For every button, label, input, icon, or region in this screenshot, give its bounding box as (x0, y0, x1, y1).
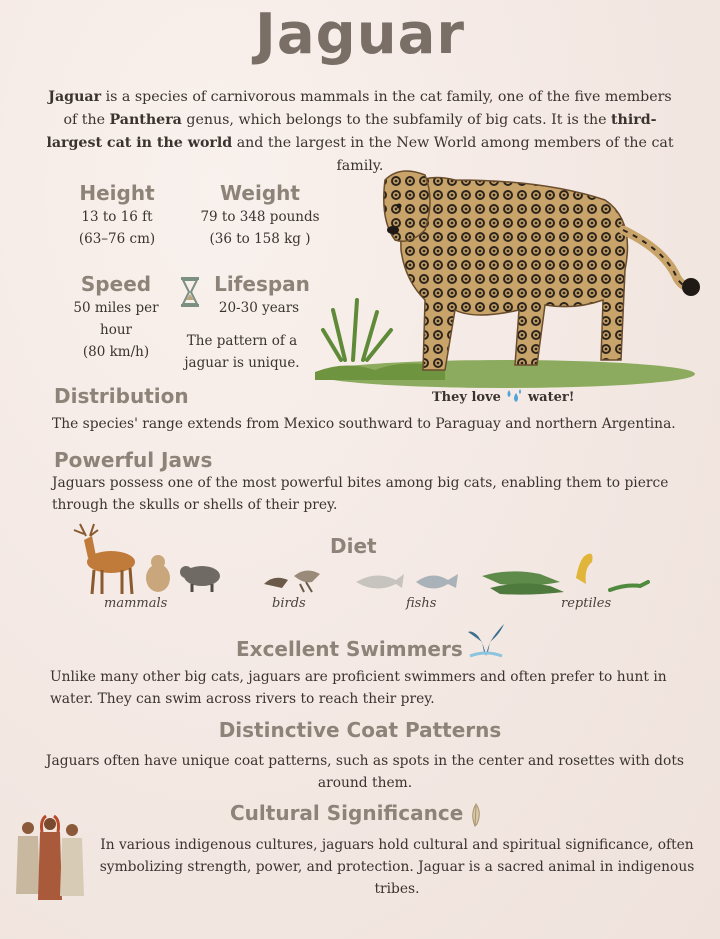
cultural-text-3: tribes. (374, 881, 420, 897)
diet-heading: Diet (330, 534, 377, 558)
pattern-note-1: The pattern of a (186, 333, 298, 349)
height-label: Height (79, 181, 155, 205)
intro-text-2: genus, which belongs to the subfamily of big cats. It is the (181, 112, 611, 128)
jaws-text (52, 472, 692, 516)
water-drops-icon (505, 389, 523, 403)
diet-label-birds: birds (272, 596, 306, 611)
speed-value-2: hour (100, 322, 132, 338)
swimmers-heading: Excellent Swimmers (236, 637, 463, 661)
reptiles-illustration (480, 548, 652, 598)
speed-stat (56, 271, 176, 363)
intro-text-3: and the largest in the New World among members of the cat family. (232, 135, 674, 174)
jaws-heading: Powerful Jaws (54, 448, 213, 472)
diet-label-fishs: fishs (406, 596, 437, 611)
height-stat (62, 180, 172, 250)
intro-bold-jaguar: Jaguar (48, 89, 102, 105)
weight-label: Weight (220, 181, 300, 205)
intro-bold-panthera: Panthera (109, 112, 182, 128)
intro-bold-third-largest: third-largest cat in the world (46, 112, 657, 151)
cultural-text-1: In various indigenous cultures, jaguars hold cultural and spiritual significance, often (100, 837, 694, 853)
diet-label-mammals: mammals (104, 596, 168, 611)
lifespan-label: Lifespan (214, 272, 310, 296)
swimmers-text-2: water. They can swim across rivers to reach their prey. (50, 691, 435, 707)
birds-illustration (260, 562, 324, 596)
jaguar-illustration (305, 160, 705, 392)
coat-text-1: Jaguars often have unique coat patterns, such as spots in the center and rosettes with dots (46, 753, 684, 769)
coat-text (20, 750, 710, 794)
diet-label-reptiles: reptiles (561, 596, 612, 611)
fishes-illustration (352, 568, 462, 594)
speed-value-1: 50 miles per (73, 300, 159, 316)
caption-text-2: water! (527, 390, 575, 405)
page-title: Jaguar (255, 2, 465, 67)
jaws-text-2: through the skulls or shells of their prey. (52, 497, 338, 513)
coat-text-2: around them. (317, 775, 413, 791)
hourglass-icon (180, 276, 200, 308)
pattern-note (176, 330, 308, 374)
feather-icon (468, 802, 484, 828)
distribution-text: The species' range extends from Mexico southward to Paraguay and northern Argentina. (52, 416, 676, 432)
cultural-heading: Cultural Significance (230, 801, 464, 825)
mammals-illustration (66, 520, 226, 598)
intro-text-1: is a species of carnivorous mammals in the cat family, one of the five members of the (63, 89, 672, 128)
jaws-text-1: Jaguars possess one of the most powerful bites among big cats, enabling them to pierce (52, 475, 669, 491)
indigenous-people-illustration (12, 814, 86, 904)
weight-value-2: (36 to 158 kg ) (209, 231, 311, 247)
cultural-text (92, 834, 702, 900)
whale-tail-icon (466, 622, 506, 662)
speed-label: Speed (80, 272, 152, 296)
swimmers-text (50, 666, 700, 710)
cultural-text-2: symbolizing strength, power, and protection. Jaguar is a sacred animal in indigenous (99, 859, 695, 875)
lifespan-value: 20-30 years (218, 300, 300, 316)
speed-value-3: (80 km/h) (82, 344, 150, 360)
pattern-note-2: jaguar is unique. (184, 355, 300, 371)
height-value-2: (63–76 cm) (78, 231, 156, 247)
distribution-heading: Distribution (54, 384, 189, 408)
caption-text-1: They love (432, 390, 501, 405)
coat-heading: Distinctive Coat Patterns (218, 718, 502, 742)
weight-value-1: 79 to 348 pounds (200, 209, 320, 225)
swimmers-text-1: Unlike many other big cats, jaguars are proficient swimmers and often prefer to hunt in (50, 669, 667, 685)
height-value-1: 13 to 16 ft (81, 209, 153, 225)
jaguar-caption (432, 389, 574, 405)
